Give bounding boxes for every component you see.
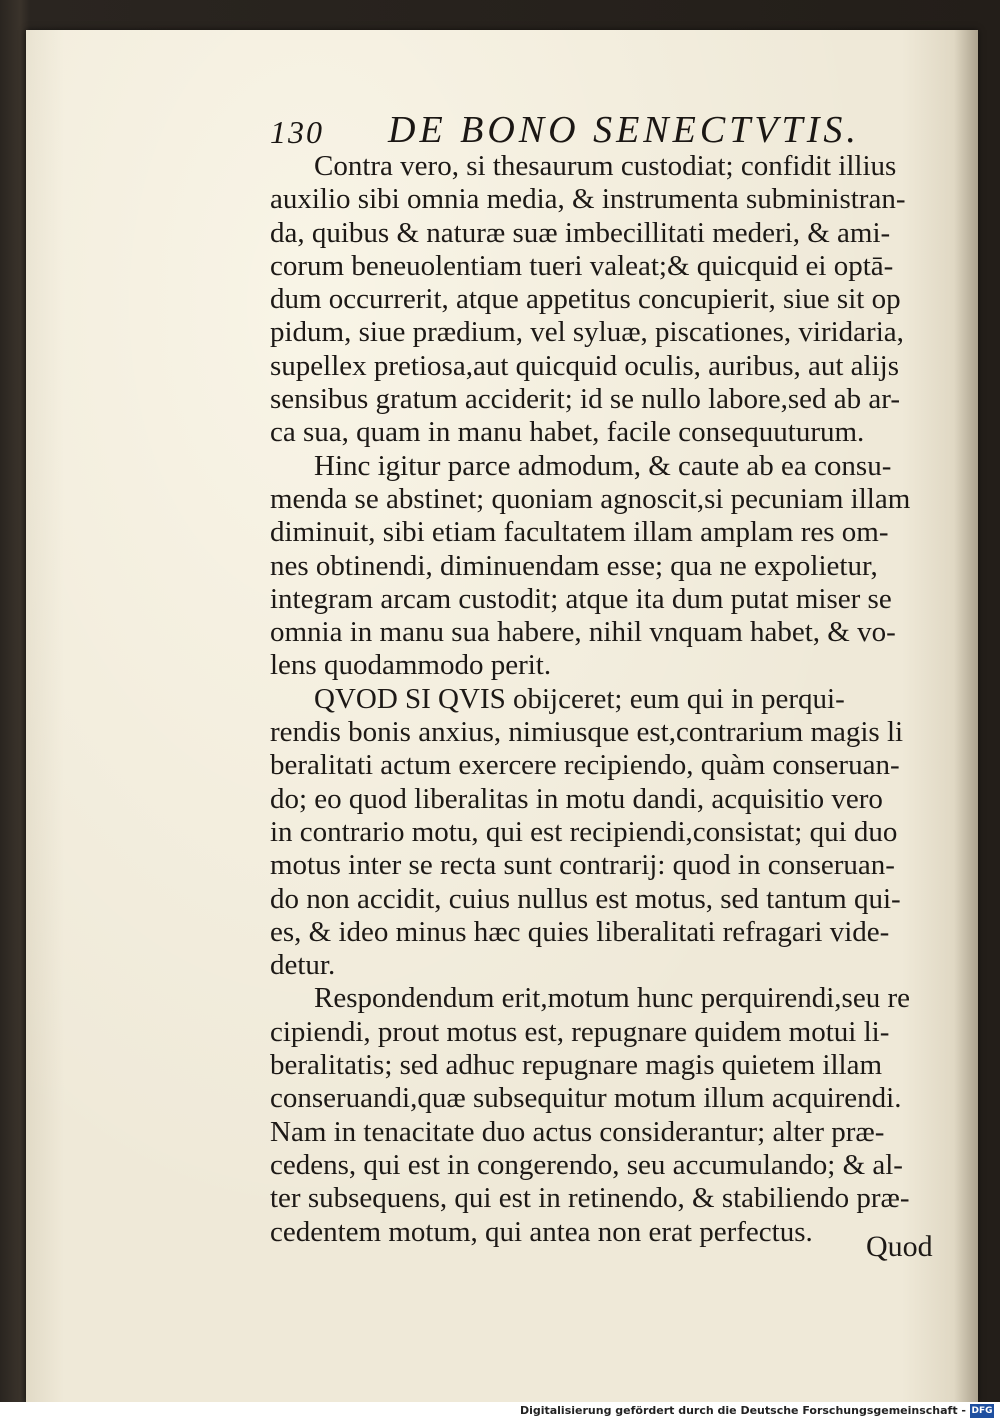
footer-credit: Digitalisierung gefördert durch die Deutsche Forschungsgemeinschaft - [519,1404,966,1417]
text-line: nes obtinendi, diminuendam esse; qua ne expolietur, [270,549,878,582]
text-line: cedens, qui est in congerendo, seu accumulando; & al- [270,1148,903,1181]
text-line: es, & ideo minus hæc quies liberalitati refragari vide- [270,915,890,948]
text-line: Hinc igitur parce admodum, & caute ab ea consu- [314,449,892,482]
footer-bar [0,1402,1000,1421]
text-line: Respondendum erit,motum hunc perquirendi,seu re [314,982,910,1015]
page-header [270,108,910,154]
text-line: pidum, siue prædium, vel syluæ, piscationes, viridaria, [270,316,904,349]
dfg-logo: DFG [971,1406,993,1416]
page-number: 130 [270,114,324,150]
text-line: do; eo quod liberalitas in motu dandi, acquisitio vero [270,782,883,815]
text-line: Nam in tenacitate duo actus considerantur; alter præ- [270,1115,885,1148]
text-line: in contrario motu, qui est recipiendi,consistat; qui duo [270,815,898,848]
text-line: ter subsequens, qui est in retinendo, & stabiliendo præ- [270,1182,910,1215]
text-line: diminuit, sibi etiam facultatem illam amplam res om- [270,516,889,549]
text-line: conseruandi,quæ subsequitur motum illum acquirendi. [270,1082,902,1115]
text-line: integram arcam custodit; atque ita dum putat miser se [270,582,892,615]
text-line: cedentem motum, qui antea non erat perfectus. [270,1215,813,1248]
text-line: beralitati actum exercere recipiendo, quàm conseruan- [270,749,900,782]
text-line: cipiendi, prout motus est, repugnare quidem motui li- [270,1015,890,1048]
text-line: rendis bonis anxius, nimiusque est,contrarium magis li [270,716,904,749]
text-line: beralitatis; sed adhuc repugnare magis quietem illam [270,1049,883,1082]
text-line: menda se abstinet; quoniam agnoscit,si pecuniam illam [270,482,911,515]
text-line: omnia in manu sua habere, nihil vnquam habet, & vo- [270,616,896,649]
text-line: lens quodammodo perit. [270,649,552,682]
catchword: Quod [866,1230,933,1263]
text-line: corum beneuolentiam tueri valeat;& quicquid ei optā- [270,249,894,282]
text-line: sensibus gratum acciderit; id se nullo labore,sed ab ar- [270,383,900,416]
running-head: DE BONO SENECTVTIS. [388,109,860,151]
text-line: do non accidit, cuius nullus est motus, sed tantum qui- [270,882,901,915]
text-line: ca sua, quam in manu habet, facile consequuturum. [270,416,865,449]
text-line: dum occurrerit, atque appetitus concupierit, siue sit op [270,283,901,316]
text-line: detur. [270,949,336,982]
text-line: da, quibus & naturæ suæ imbecillitati mederi, & ami- [270,216,891,249]
text-line: auxilio sibi omnia media, & instrumenta subministran- [270,183,906,216]
text-line: supellex pretiosa,aut quicquid oculis, auribus, aut alijs [270,349,900,382]
text-line: motus inter se recta sunt contrarij: quod in conseruan- [270,849,895,882]
text-line: Contra vero, si thesaurum custodiat; confidit illius [314,150,897,182]
text-line: QVOD SI QVIS obijceret; eum qui in perqui- [314,682,845,715]
body-text [270,150,960,1249]
